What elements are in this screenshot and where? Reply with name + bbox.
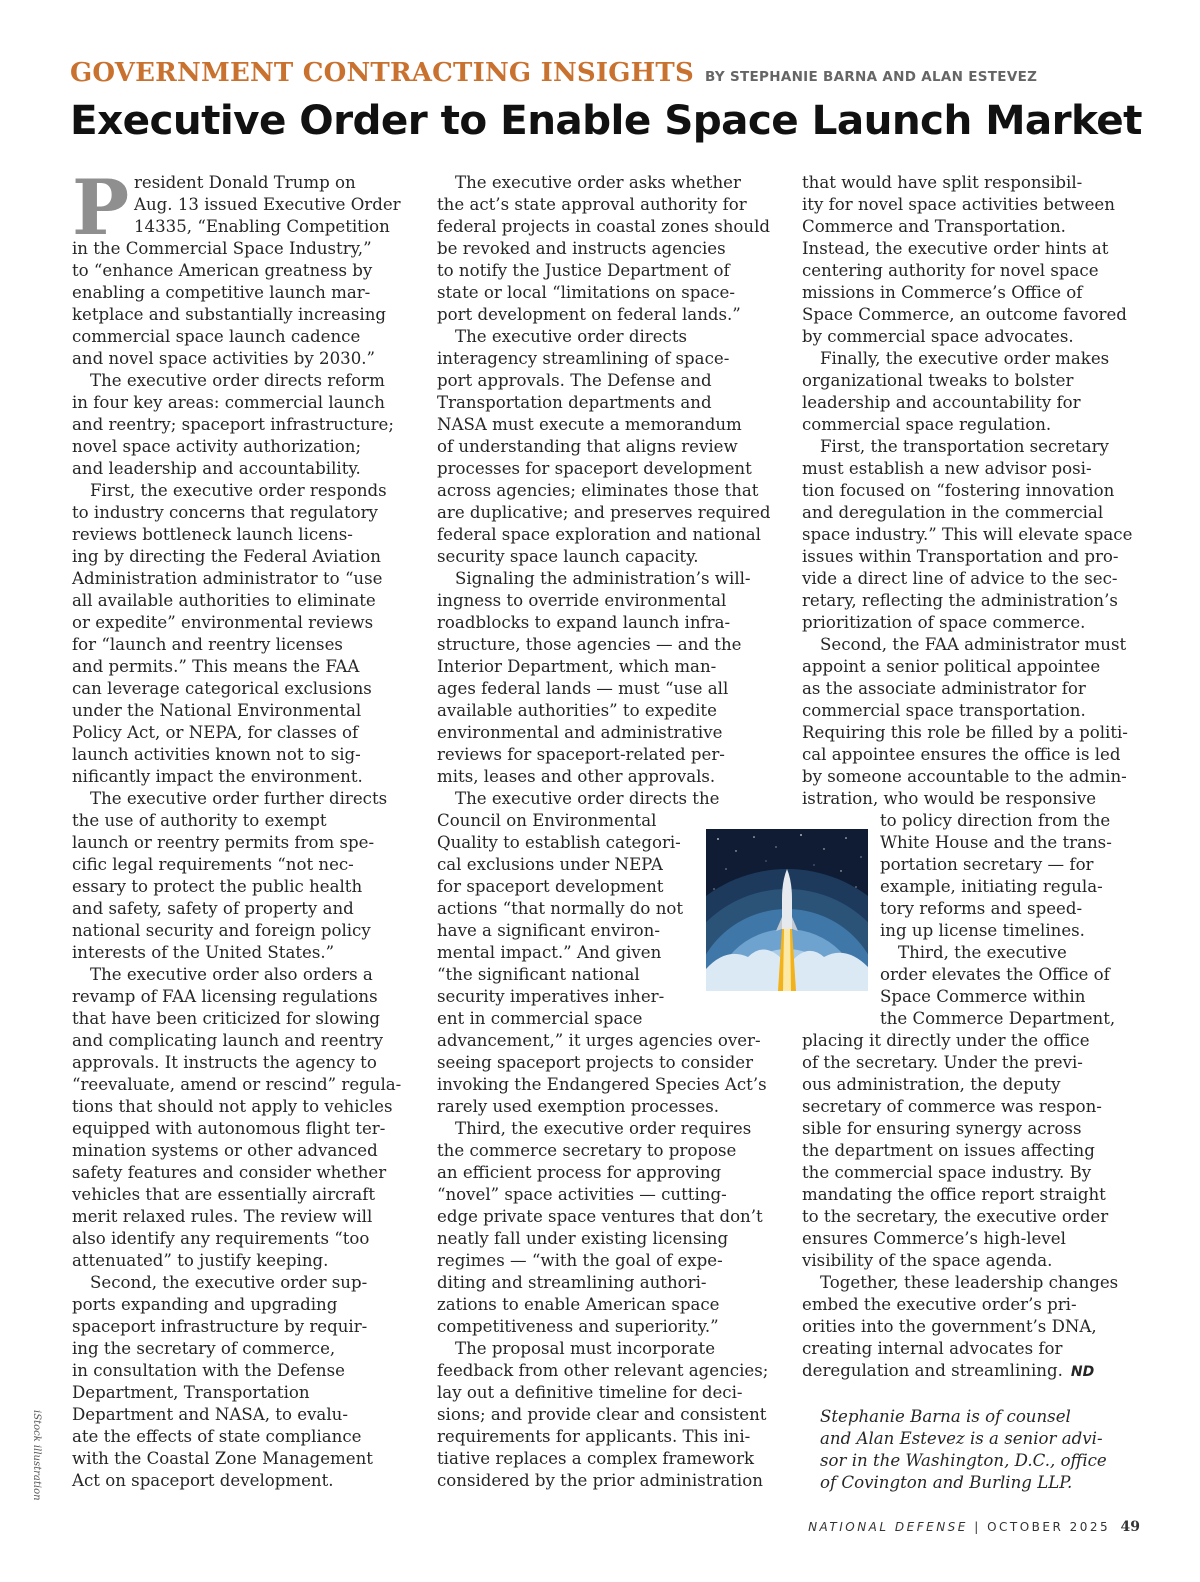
text-line: with the Coastal Zone Management <box>72 1449 373 1468</box>
text-line: cal exclusions under NEPA <box>437 855 663 874</box>
text-line: the department on issues affecting <box>802 1141 1095 1160</box>
text-line: commercial space regulation. <box>802 415 1052 434</box>
text-line: prioritization of space commerce. <box>802 613 1086 632</box>
text-line: Aug. 13 issued Executive Order <box>134 195 401 214</box>
text-line: embed the executive order’s pri- <box>802 1295 1077 1314</box>
text-line: mination systems or other advanced <box>72 1141 378 1160</box>
text-line: Council on Environmental <box>437 811 657 830</box>
text-line: regimes — “with the goal of expe- <box>437 1251 723 1270</box>
text-line: cal appointee ensures the office is led <box>802 745 1121 764</box>
text-line: mental impact.” And given <box>437 943 662 962</box>
text-line: Quality to establish categori- <box>437 833 681 852</box>
text-line: national security and foreign policy <box>72 921 371 940</box>
text-line: The executive order asks whether <box>455 173 741 192</box>
headline: Executive Order to Enable Space Launch Market <box>70 96 1142 144</box>
text-line: appoint a senior political appointee <box>802 657 1101 676</box>
text-line: feedback from other relevant agencies; <box>437 1361 769 1380</box>
text-line: Space Commerce, an outcome favored <box>802 305 1127 324</box>
text-line: port development on federal lands.” <box>437 305 741 324</box>
text-line: reviews bottleneck launch licens- <box>72 525 353 544</box>
text-line: equipped with autonomous flight ter- <box>72 1119 386 1138</box>
text-line: the Commerce Department, <box>880 1009 1116 1028</box>
page-number: 49 <box>1120 1519 1140 1535</box>
text-line: Administration administrator to “use <box>72 569 383 588</box>
text-line: ensures Commerce’s high-level <box>802 1229 1066 1248</box>
column-3 <box>802 172 1142 1383</box>
text-line: of understanding that aligns review <box>437 437 738 456</box>
text-line: tions that should not apply to vehicles <box>72 1097 393 1116</box>
text-line: First, the transportation secretary <box>820 437 1109 456</box>
byline: BY STEPHANIE BARNA AND ALAN ESTEVEZ <box>705 69 1038 85</box>
text-line: mits, leases and other approvals. <box>437 767 716 786</box>
end-mark: ND <box>1070 1364 1095 1380</box>
rocket-icon <box>706 829 868 991</box>
text-line: orities into the government’s DNA, <box>802 1317 1097 1336</box>
text-line: to policy direction from the <box>880 811 1111 830</box>
text-line: that would have split responsibil- <box>802 173 1083 192</box>
text-line: istration, who would be responsive <box>802 789 1097 808</box>
text-line: in four key areas: commercial launch <box>72 393 385 412</box>
text-line: in consultation with the Defense <box>72 1361 345 1380</box>
text-line: Policy Act, or NEPA, for classes of <box>72 723 359 742</box>
text-line: available authorities” to expedite <box>437 701 717 720</box>
text-line: competitiveness and superiority.” <box>437 1317 719 1336</box>
text-line: launch or reentry permits from spe- <box>72 833 375 852</box>
text-line: ous administration, the deputy <box>802 1075 1061 1094</box>
text-line: tory reforms and speed- <box>880 899 1083 918</box>
text-line: as the associate administrator for <box>802 679 1086 698</box>
text-line: neatly fall under existing licensing <box>437 1229 729 1248</box>
text-line: have a significant environ- <box>437 921 660 940</box>
text-line: essary to protect the public health <box>72 877 363 896</box>
text-line: missions in Commerce’s Office of <box>802 283 1083 302</box>
text-line: ingness to override environmental <box>437 591 727 610</box>
bio-line: and Alan Estevez is a senior advi- <box>820 1429 1103 1448</box>
text-line: an efficient process for approving <box>437 1163 722 1182</box>
text-line: The executive order also orders a <box>90 965 373 984</box>
text-line: leadership and accountability for <box>802 393 1081 412</box>
text-line: are duplicative; and preserves required <box>437 503 771 522</box>
text-line: ate the effects of state compliance <box>72 1427 362 1446</box>
text-line: advancement,” it urges agencies over- <box>437 1031 761 1050</box>
image-credit: iStock illustration <box>31 1410 42 1501</box>
text-line: organizational tweaks to bolster <box>802 371 1074 390</box>
text-line: for spaceport development <box>437 877 664 896</box>
text-line: merit relaxed rules. The review will <box>72 1207 373 1226</box>
text-line: and safety, safety of property and <box>72 899 354 918</box>
text-line: novel space activity authorization; <box>72 437 362 456</box>
text-line: security space launch capacity. <box>437 547 699 566</box>
text-line: ing the secretary of commerce, <box>72 1339 336 1358</box>
text-line: to notify the Justice Department of <box>437 261 730 280</box>
text-line: centering authority for novel space <box>802 261 1099 280</box>
text-line: Second, the executive order sup- <box>90 1273 368 1292</box>
text-line: nificantly impact the environment. <box>72 767 363 786</box>
text-line: and reentry; spaceport infrastructure; <box>72 415 394 434</box>
text-line: spaceport infrastructure by requir- <box>72 1317 368 1336</box>
text-line: and complicating launch and reentry <box>72 1031 384 1050</box>
department-label: GOVERNMENT CONTRACTING INSIGHTS <box>70 58 694 88</box>
text-line: environmental and administrative <box>437 723 723 742</box>
text-line: the commerce secretary to propose <box>437 1141 737 1160</box>
text-line: Third, the executive order requires <box>455 1119 752 1138</box>
text-line: Third, the executive <box>898 943 1067 962</box>
text-line: the commercial space industry. By <box>802 1163 1092 1182</box>
text-line: Department and NASA, to evalu- <box>72 1405 348 1424</box>
text-line: enabling a competitive launch mar- <box>72 283 371 302</box>
text-line: reviews for spaceport-related per- <box>437 745 725 764</box>
text-line: the act’s state approval authority for <box>437 195 747 214</box>
text-line: federal projects in coastal zones should <box>437 217 771 236</box>
text-line: the use of authority to exempt <box>72 811 327 830</box>
text-line: Second, the FAA administrator must <box>820 635 1127 654</box>
text-line: Act on spaceport development. <box>72 1471 334 1490</box>
text-line: “the significant national <box>437 965 640 984</box>
bio-line: Stephanie Barna is of counsel <box>820 1407 1071 1426</box>
text-line: launch activities known not to sig- <box>72 745 361 764</box>
text-line: across agencies; eliminates those that <box>437 481 759 500</box>
text-line: security imperatives inher- <box>437 987 665 1006</box>
text-line: by someone accountable to the admin- <box>802 767 1127 786</box>
text-line: ity for novel space activities between <box>802 195 1115 214</box>
text-line: attenuated” to justify keeping. <box>72 1251 329 1270</box>
text-line: “reevaluate, amend or rescind” regula- <box>72 1075 402 1094</box>
text-line: can leverage categorical exclusions <box>72 679 372 698</box>
bio-line: of Covington and Burling LLP. <box>820 1473 1073 1492</box>
text-line: order elevates the Office of <box>880 965 1110 984</box>
text-line: ketplace and substantially increasing <box>72 305 387 324</box>
rocket-launch-illustration <box>706 829 868 991</box>
text-line: all available authorities to eliminate <box>72 591 376 610</box>
article-kicker <box>70 58 1037 88</box>
text-line: Transportation departments and <box>437 393 712 412</box>
text-line: ports expanding and upgrading <box>72 1295 338 1314</box>
text-line: The executive order directs the <box>455 789 720 808</box>
text-line: resident Donald Trump on <box>134 173 356 192</box>
text-line: structure, those agencies — and the <box>437 635 742 654</box>
text-line: for “launch and reentry licenses <box>72 635 343 654</box>
text-line: The executive order directs <box>455 327 688 346</box>
text-line: space industry.” This will elevate space <box>802 525 1133 544</box>
text-line: rarely used exemption processes. <box>437 1097 720 1116</box>
text-line: Requiring this role be filled by a politi- <box>802 723 1128 742</box>
text-line: seeing spaceport projects to consider <box>437 1053 754 1072</box>
text-line: cific legal requirements “not nec- <box>72 855 354 874</box>
text-line: safety features and consider whether <box>72 1163 387 1182</box>
text-line: that have been criticized for slowing <box>72 1009 381 1028</box>
text-line: commercial space transportation. <box>802 701 1086 720</box>
text-line: federal space exploration and national <box>437 525 761 544</box>
text-line: 14335, “Enabling Competition <box>134 217 390 236</box>
text-line: invoking the Endangered Species Act’s <box>437 1075 767 1094</box>
text-line: mandating the office report straight <box>802 1185 1106 1204</box>
text-line: and permits.” This means the FAA <box>72 657 360 676</box>
text-line: must establish a new advisor posi- <box>802 459 1092 478</box>
text-line: edge private space ventures that don’t <box>437 1207 763 1226</box>
text-line: vide a direct line of advice to the sec- <box>802 569 1118 588</box>
text-line: Department, Transportation <box>72 1383 310 1402</box>
text-line: commercial space launch cadence <box>72 327 361 346</box>
page-footer <box>808 1519 1140 1535</box>
author-bio <box>820 1406 1107 1494</box>
text-line: tion focused on “fostering innovation <box>802 481 1115 500</box>
footer-separator: | <box>974 1520 981 1534</box>
text-line: interagency streamlining of space- <box>437 349 730 368</box>
text-line: and leadership and accountability. <box>72 459 361 478</box>
text-line: to “enhance American greatness by <box>72 261 373 280</box>
text-line: Space Commerce within <box>880 987 1086 1006</box>
text-line: interests of the United States.” <box>72 943 335 962</box>
text-line: example, initiating regula- <box>880 877 1103 896</box>
text-line: port approvals. The Defense and <box>437 371 712 390</box>
text-line: state or local “limitations on space- <box>437 283 735 302</box>
text-line: approvals. It instructs the agency to <box>72 1053 377 1072</box>
text-line: also identify any requirements “too <box>72 1229 370 1248</box>
text-line: lay out a definitive timeline for deci- <box>437 1383 743 1402</box>
text-line: processes for spaceport development <box>437 459 752 478</box>
text-line: “novel” space activities — cutting- <box>437 1185 727 1204</box>
text-line: sible for ensuring synergy across <box>802 1119 1082 1138</box>
text-line: zations to enable American space <box>437 1295 720 1314</box>
text-line: visibility of the space agenda. <box>802 1251 1053 1270</box>
text-line: issues within Transportation and pro- <box>802 547 1119 566</box>
text-line: Signaling the administration’s will- <box>455 569 751 588</box>
text-line: actions “that normally do not <box>437 899 684 918</box>
text-line: by commercial space advocates. <box>802 327 1074 346</box>
text-line: ing by directing the Federal Aviation <box>72 547 381 566</box>
text-line: diting and streamlining authori- <box>437 1273 707 1292</box>
issue-date: OCTOBER 2025 <box>987 1520 1111 1534</box>
text-line: roadblocks to expand launch infra- <box>437 613 731 632</box>
publication-name: NATIONAL DEFENSE <box>808 1520 968 1534</box>
text-line: tiative replaces a complex framework <box>437 1449 755 1468</box>
text-line: considered by the prior administration <box>437 1471 763 1490</box>
text-line: Commerce and Transportation. <box>802 217 1066 236</box>
text-line: ing up license timelines. <box>880 921 1085 940</box>
text-line: to industry concerns that regulatory <box>72 503 378 522</box>
text-line: retary, reflecting the administration’s <box>802 591 1118 610</box>
text-line: NASA must execute a memorandum <box>437 415 742 434</box>
text-line: of the secretary. Under the previ- <box>802 1053 1083 1072</box>
text-line: First, the executive order responds <box>90 481 387 500</box>
column-1 <box>72 163 414 1492</box>
text-line: to the secretary, the executive order <box>802 1207 1109 1226</box>
text-line: placing it directly under the office <box>802 1031 1090 1050</box>
text-line: and novel space activities by 2030.” <box>72 349 376 368</box>
text-line: under the National Environmental <box>72 701 362 720</box>
text-line: ent in commercial space <box>437 1009 643 1028</box>
text-line: creating internal advocates for <box>802 1339 1063 1358</box>
text-line: White House and the trans- <box>880 833 1112 852</box>
text-line: in the Commercial Space Industry,” <box>72 239 372 258</box>
text-line: and deregulation in the commercial <box>802 503 1104 522</box>
text-line: be revoked and instructs agencies <box>437 239 726 258</box>
text-line: revamp of FAA licensing regulations <box>72 987 378 1006</box>
text-line: Instead, the executive order hints at <box>802 239 1109 258</box>
text-line: The executive order directs reform <box>90 371 385 390</box>
text-line: vehicles that are essentially aircraft <box>72 1185 376 1204</box>
text-line: Finally, the executive order makes <box>820 349 1110 368</box>
drop-cap: P <box>72 163 130 252</box>
text-line: requirements for applicants. This ini- <box>437 1427 751 1446</box>
text-line: secretary of commerce was respon- <box>802 1097 1102 1116</box>
text-line: The executive order further directs <box>90 789 388 808</box>
text-line: ages federal lands — must “use all <box>437 679 729 698</box>
text-line: or expedite” environmental reviews <box>72 613 374 632</box>
bio-line: sor in the Washington, D.C., office <box>820 1451 1107 1470</box>
text-line: Together, these leadership changes <box>820 1273 1119 1292</box>
text-line: sions; and provide clear and consistent <box>437 1405 767 1424</box>
text-line: deregulation and streamlining. <box>802 1361 1063 1380</box>
text-line: The proposal must incorporate <box>455 1339 716 1358</box>
text-line: Interior Department, which man- <box>437 657 717 676</box>
text-line: portation secretary — for <box>880 855 1094 874</box>
